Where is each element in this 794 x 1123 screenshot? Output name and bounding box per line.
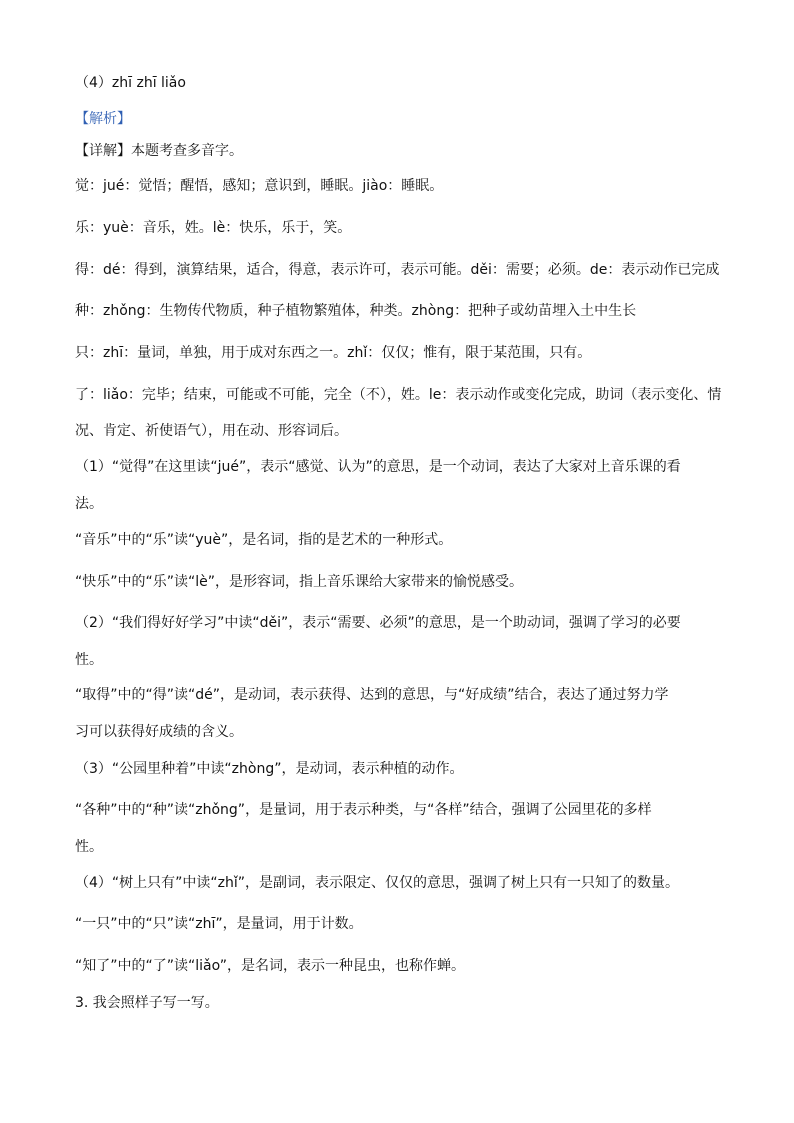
item-3-gezhong-line1: “各种”中的“种”读“zhǒng”，是量词，用于表示种类，与“各样”结合，强调了公园里花的多样	[75, 802, 652, 818]
definition-jue: 觉：jué：觉悟；醒悟，感知；意识到，睡眠。jiào：睡眠。	[75, 178, 444, 194]
definition-zhi: 只：zhī：量词，单独，用于成对东西之一。zhǐ：仅仅；惟有，限于某范围，只有。	[75, 345, 592, 361]
item-1-kuaile: “快乐”中的“乐”读“lè”，是形容词，指上音乐课给大家带来的愉悦感受。	[75, 574, 524, 590]
item-1-line2: 法。	[75, 496, 103, 512]
analysis-heading: 【解析】	[75, 111, 131, 127]
item-3-gezhong-line2: 性。	[75, 839, 103, 855]
item-4-line1: （4）“树上只有”中读“zhǐ”，是副词，表示限定、仅仅的意思，强调了树上只有一只知了的数量。	[75, 875, 680, 891]
item-2-line2: 性。	[75, 652, 103, 668]
explanation-intro: 【详解】本题考查多音字。	[75, 143, 243, 159]
definition-liao-line1: 了：liǎo：完毕；结束，可能或不可能，完全（不），姓。le：表示动作或变化完成，助词（表示变化、情	[75, 387, 722, 403]
definition-liao-line2: 况、肯定、祈使语气），用在动、形容词后。	[75, 423, 348, 439]
definition-zhong: 种：zhǒng：生物传代物质，种子植物繁殖体，种类。zhòng：把种子或幼苗埋入土中生长	[75, 303, 637, 319]
item-1-line1: （1）“觉得”在这里读“jué”，表示“感觉、认为”的意思，是一个动词，表达了大家对上音乐课的看	[75, 459, 681, 475]
answer-pinyin-line: （4）zhī zhī liǎo	[75, 75, 186, 91]
definition-le: 乐：yuè：音乐，姓。lè：快乐，乐于，笑。	[75, 220, 352, 236]
question-3-heading: 3. 我会照样子写一写。	[75, 995, 219, 1011]
item-2-qude-line2: 习可以获得好成绩的含义。	[75, 724, 243, 740]
definition-de: 得：dé：得到，演算结果，适合，得意，表示许可，表示可能。děi：需要；必须。de：表示动作已完成	[75, 262, 720, 278]
item-2-qude-line1: “取得”中的“得”读“dé”，是动词，表示获得、达到的意思，与“好成绩”结合，表达了通过努力学	[75, 687, 669, 703]
item-2-line1: （2）“我们得好好学习”中读“děi”，表示“需要、必须”的意思，是一个助动词，强调了学习的必要	[75, 615, 681, 631]
item-4-yizhi: “一只”中的“只”读“zhī”，是量词，用于计数。	[75, 916, 363, 932]
item-1-yinyue: “音乐”中的“乐”读“yuè”，是名词，指的是艺术的一种形式。	[75, 532, 453, 548]
item-3-line1: （3）“公园里种着”中读“zhòng”，是动词，表示种植的动作。	[75, 761, 464, 777]
item-4-zhiliao: “知了”中的“了”读“liǎo”，是名词，表示一种昆虫，也称作蝉。	[75, 958, 465, 974]
